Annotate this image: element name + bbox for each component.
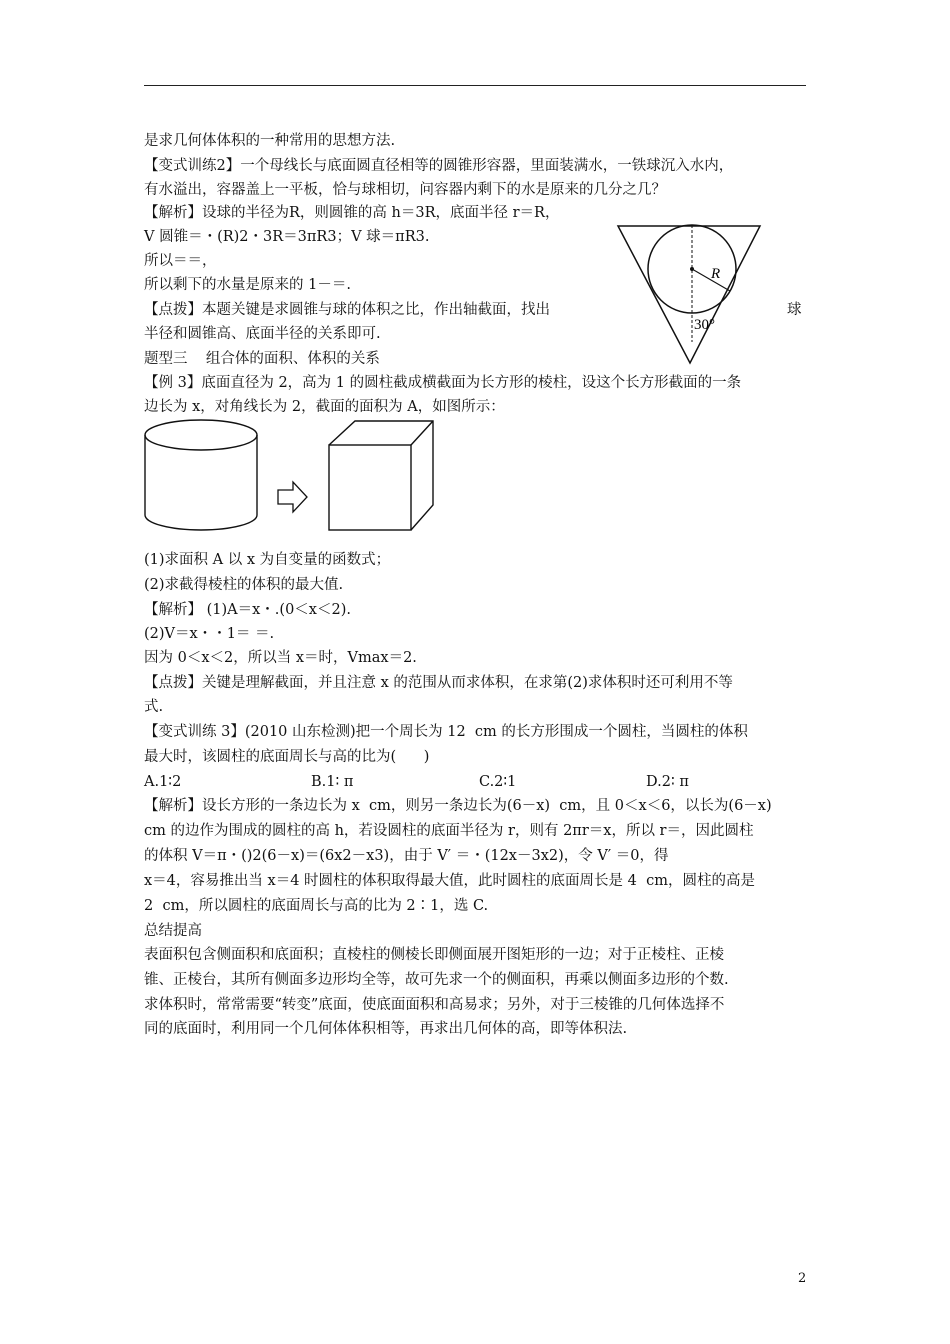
text-line: 有水溢出，容器盖上一平板，恰与球相切，问容器内剩下的水是原来的几分之几？ (144, 182, 666, 198)
text-line: 边长为 x，对角线长为 2，截面的面积为 A，如图所示： (144, 399, 505, 415)
page-number: 2 (798, 1271, 807, 1286)
text-line: 最大时，该圆柱的底面周长与高的比为( ) (144, 749, 430, 765)
text-line: cm 的边作为围成的圆柱的高 h，若设圆柱的底面半径为 r，则有 2πr＝x，所以 r＝，因此圆柱 (144, 823, 754, 839)
text-line: 锥、正棱台，其所有侧面多边形均全等，故可先求一个的侧面积，再乘以侧面多边形的个数. (144, 972, 729, 988)
text-line: 【例 3】底面直径为 2，高为 1 的圆柱截成横截面为长方形的棱柱，设这个长方形截面的一条 (144, 375, 742, 391)
text-line: 所以剩下的水量是原来的 1－＝. (144, 277, 351, 293)
text-line: 2 cm，所以圆柱的底面周长与高的比为 2∶1，选 C. (144, 898, 489, 914)
cylinder-bottom (145, 515, 257, 530)
cylinder-prism-figure (143, 415, 443, 545)
text-line: 同的底面时，利用同一个几何体体积相等，再求出几何体的高，即等体积法. (144, 1021, 628, 1037)
text-line: 表面积包含侧面积和底面积；直棱柱的侧棱长即侧面展开图矩形的一边；对于正棱柱、正棱 (144, 947, 724, 963)
text-line: 因为 0＜x＜2，所以当 x＝时，Vmax＝2. (144, 650, 417, 666)
radius-label: R (711, 266, 721, 282)
text-line: 【变式训练2】一个母线长与底面圆直径相等的圆锥形容器，里面装满水，一铁球沉入水内， (144, 158, 734, 174)
text-line: 求体积时，常常需要“转变”底面，使底面面积和高易求；另外，对于三棱锥的几何体选择不 (144, 997, 725, 1013)
text-line: 【解析】 (1)A＝x・.(0＜x＜2). (144, 602, 351, 618)
text-line: 【点拨】本题关键是求圆锥与球的体积之比，作出轴截面，找出 (144, 302, 550, 318)
text-line: 所以＝＝， (144, 253, 217, 269)
option-c: C.2∶1 (479, 774, 517, 790)
text-line: (2)求截得棱柱的体积的最大值. (144, 577, 344, 593)
text-line: x＝4，容易推出当 x＝4 时圆柱的体积取得最大值，此时圆柱的底面周长是 4 cm，圆柱的高是 (144, 873, 755, 889)
text-line: 半径和圆锥高、底面半径的关系即可. (144, 326, 381, 342)
text-line: V 圆锥＝・(R)2・3R＝3πR3；V 球＝πR3. (144, 229, 430, 245)
text-line: 【解析】设球的半径为R，则圆锥的高 h＝3R，底面半径 r＝R， (144, 205, 560, 221)
text-line: (2)V＝x・・1＝ ＝. (144, 626, 275, 642)
text-line: 【变式训练 3】(2010 山东检测)把一个周长为 12 cm 的长方形围成一个圆柱，当圆柱的体积 (144, 724, 748, 740)
section-heading: 题型三 组合体的面积、体积的关系 (144, 351, 380, 367)
center-point (690, 267, 694, 271)
cylinder-top (145, 420, 257, 450)
cone-outline (618, 226, 760, 363)
section-heading: 总结提高 (144, 923, 202, 939)
text-line: 式. (144, 699, 164, 715)
cone-sphere-figure (610, 216, 770, 368)
angle-label: 30° (694, 317, 715, 333)
option-a: A.1∶2 (144, 774, 182, 790)
arrow-icon (278, 482, 307, 512)
text-line: (1)求面积 A 以 x 为自变量的函数式； (144, 552, 391, 568)
text-line: 【解析】设长方形的一条边长为 x cm，则另一条边长为(6－x) cm，且 0＜x＜6，以长为(6－x) (144, 798, 772, 814)
text-line: 【点拨】关键是理解截面，并且注意 x 的范围从而求体积，在求第(2)求体积时还可利用不等 (144, 675, 733, 691)
text-line: 是求几何体体积的一种常用的思想方法. (144, 133, 396, 149)
prism-front (329, 445, 411, 530)
option-b: B.1∶ π (311, 774, 354, 790)
option-d: D.2∶ π (646, 774, 689, 790)
header-rule (144, 85, 806, 86)
text-line: 的体积 V＝π・()2(6－x)＝(6x2－x3)，由于 V′ ＝・(12x－3x2)，令 V′ ＝0，得 (144, 848, 669, 864)
text-line: 球 (787, 302, 802, 318)
